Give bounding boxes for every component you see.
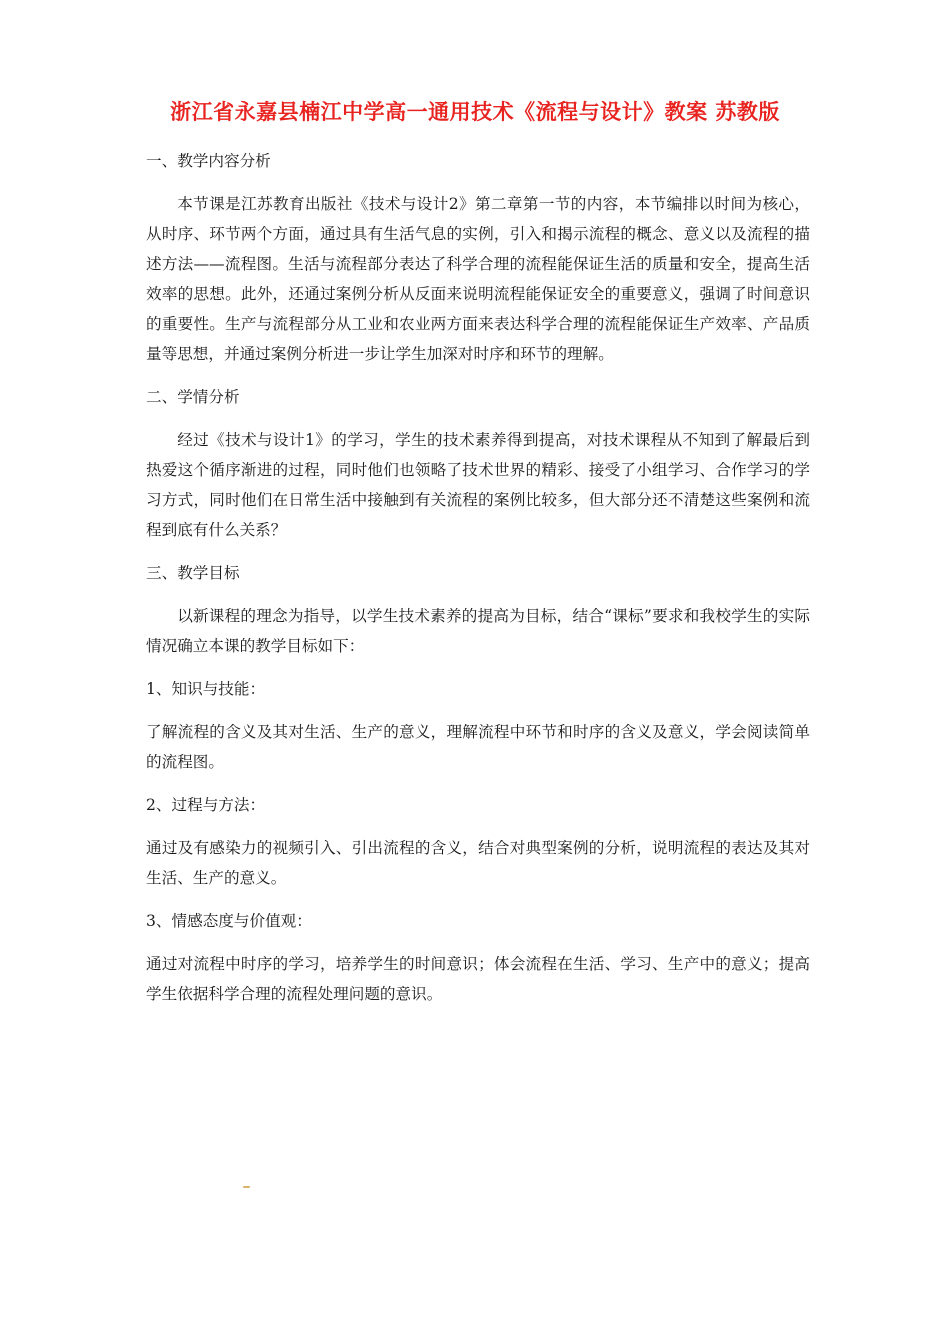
paragraph-student-analysis: 经过《技术与设计1》的学习，学生的技术素养得到提高，对技术课程从不知到了解最后到热爱这个循序渐进的过程，同时他们也领略了技术世界的精彩、接受了小组学习、合作学习的学习方式，同时他们在日常生活中接触到有关流程的案例比较多，但大部分还不清楚这些案例和流程到底有什么关系？	[146, 431, 810, 539]
document-body	[146, 146, 810, 1022]
paragraph-content-analysis: 本节课是江苏教育出版社《技术与设计2》第二章第一节的内容，本节编排以时间为核心，从时序、环节两个方面，通过具有生活气息的实例，引入和揭示流程的概念、意义以及流程的描述方法——流程图。生活与流程部分表达了科学合理的流程能保证生活的质量和安全，提高生活效率的思想。此外，还通过案例分析从反面来说明流程能保证安全的重要意义，强调了时间意识的重要性。生产与流程部分从工业和农业两方面来表达科学合理的流程能保证生产效率、产品质量等思想，并通过案例分析进一步让学生加深对时序和环节的理解。	[146, 195, 810, 363]
goal-text-emotion-values: 通过对流程中时序的学习，培养学生的时间意识；体会流程在生活、学习、生产中的意义；提高学生依据科学合理的流程处理问题的意识。	[146, 955, 810, 1003]
section-heading-teaching-goals: 三、教学目标	[146, 564, 240, 582]
stray-mark	[243, 1186, 250, 1188]
goal-text-process-methods: 通过及有感染力的视频引入、引出流程的含义，结合对典型案例的分析，说明流程的表达及其对生活、生产的意义。	[146, 839, 810, 887]
section-heading-student-analysis: 二、学情分析	[146, 388, 240, 406]
goal-label-emotion-values: 3、情感态度与价值观：	[146, 912, 312, 930]
paragraph-teaching-goals-intro: 以新课程的理念为指导，以学生技术素养的提高为目标，结合“课标”要求和我校学生的实际情况确立本课的教学目标如下：	[146, 607, 810, 655]
goal-label-knowledge-skills: 1、知识与技能：	[146, 680, 266, 698]
goal-text-knowledge-skills: 了解流程的含义及其对生活、生产的意义，理解流程中环节和时序的含义及意义，学会阅读简单的流程图。	[146, 723, 810, 771]
document-title: 浙江省永嘉县楠江中学高一通用技术《流程与设计》教案 苏教版	[170, 100, 780, 124]
goal-label-process-methods: 2、过程与方法：	[146, 796, 266, 814]
section-heading-content-analysis: 一、教学内容分析	[146, 152, 271, 170]
